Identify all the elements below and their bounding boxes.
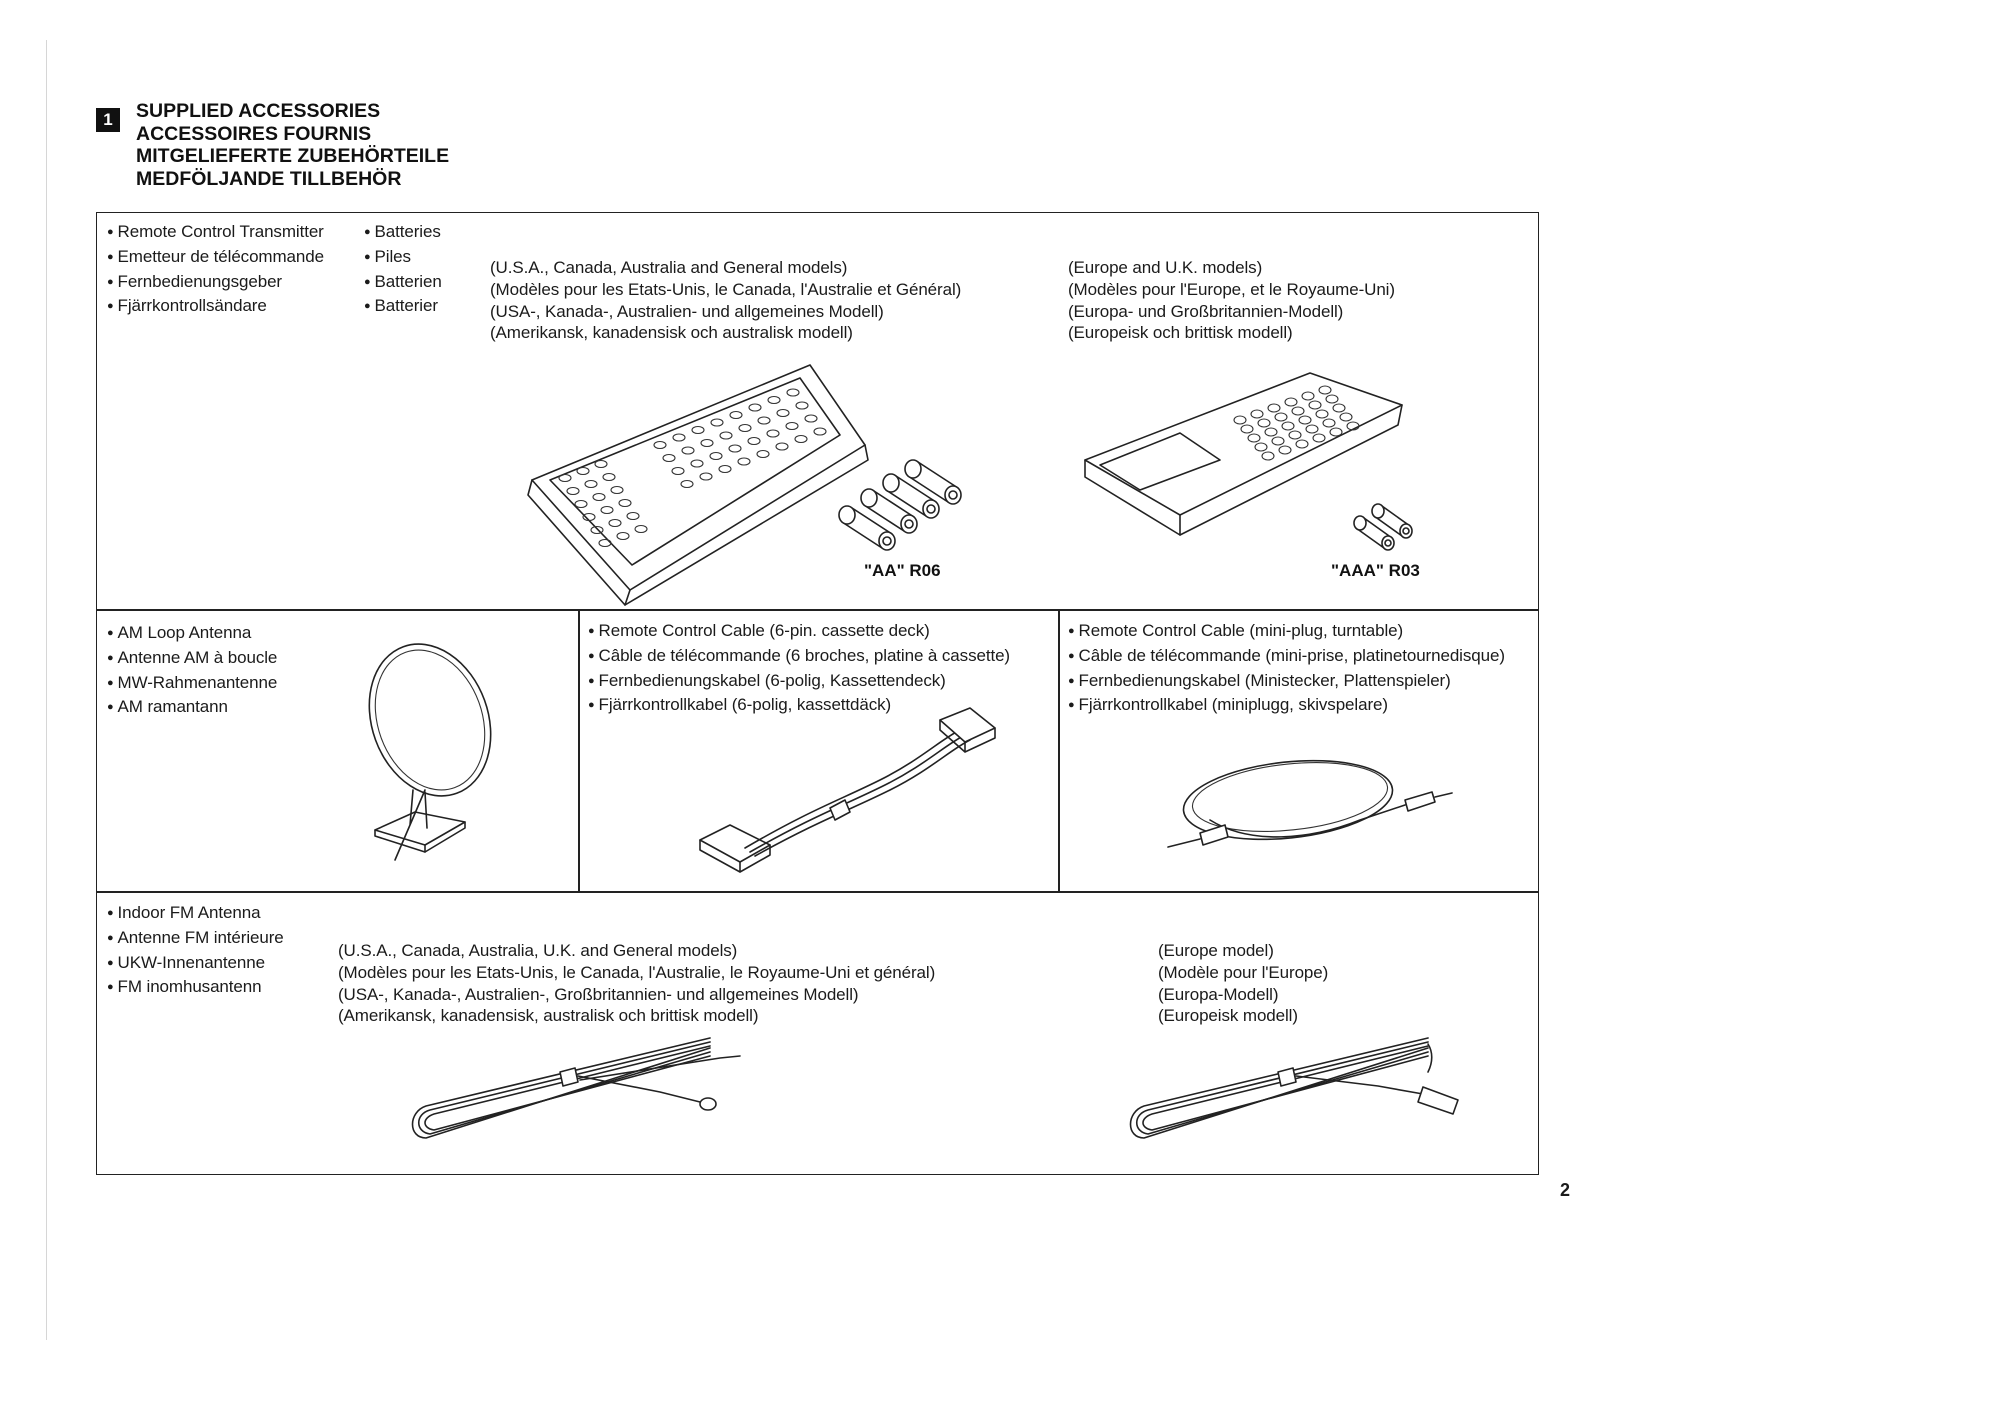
fm-models-europe-note (1158, 940, 1328, 1027)
list-item: ● Fernbedienungskabel (Ministecker, Plattenspieler) (1068, 670, 1505, 695)
fm-antenna-labels (107, 902, 284, 1001)
aaa-battery-caption: "AAA" R03 (1331, 561, 1420, 580)
note-line: (Europa-Modell) (1158, 984, 1279, 1004)
col-divider-1 (578, 609, 580, 892)
turntable-cable-labels (1068, 620, 1505, 719)
list-item: ● MW-Rahmenantenne (107, 672, 277, 697)
list-item: ● Antenne AM à boucle (107, 647, 277, 672)
page-margin-line (46, 40, 47, 1340)
list-item: ● Fjärrkontrollsändare (107, 295, 324, 320)
list-item: ● Antenne FM intérieure (107, 927, 284, 952)
aaa-batteries-icon (1352, 500, 1432, 560)
list-item: ● Piles (364, 246, 442, 271)
am-antenna-labels (107, 622, 277, 721)
section-number-badge: 1 (96, 108, 120, 132)
models-eu-note (1068, 257, 1395, 344)
list-item: ● Batterien (364, 271, 442, 296)
note-line: (Modèles pour les Etats-Unis, le Canada, l'Australie et Général) (490, 279, 962, 299)
list-item: ● Emetteur de télécommande (107, 246, 324, 271)
fm-antenna-general-illustration (410, 1032, 740, 1142)
list-item: ● Remote Control Cable (mini-plug, turntable) (1068, 620, 1505, 645)
section-heading (136, 100, 449, 190)
note-line: (Amerikansk, kanadensisk och australisk modell) (490, 323, 853, 343)
note-line: (Europe and U.K. models) (1068, 258, 1263, 277)
row-divider-2 (96, 891, 1539, 893)
list-item: ● UKW-Innenantenne (107, 952, 284, 977)
note-line: (Modèles pour l'Europe, et le Royaume-Uni) (1068, 279, 1395, 299)
note-line: (Modèle pour l'Europe) (1158, 962, 1329, 982)
list-item: ● Fernbedienungsgeber (107, 271, 324, 296)
list-item: ● AM ramantann (107, 696, 277, 721)
page-number: 2 (1560, 1180, 1571, 1200)
note-line: (Modèles pour les Etats-Unis, le Canada, l'Australie, le Royaume-Uni et général) (338, 962, 936, 982)
heading-english: SUPPLIED ACCESSORIES (136, 100, 381, 122)
remote-transmitter-us-illustration (520, 360, 880, 600)
note-line: (USA-, Kanada-, Australien- und allgemeines Modell) (490, 301, 884, 321)
note-line: (USA-, Kanada-, Australien-, Großbritannien- und allgemeines Modell) (338, 984, 859, 1004)
heading-german: MITGELIEFERTE ZUBEHÖRTEILE (136, 145, 450, 167)
list-item: ● Indoor FM Antenna (107, 902, 284, 927)
list-item: ● Remote Control Cable (6-pin. cassette deck) (588, 620, 1010, 645)
list-item: ● Remote Control Transmitter (107, 221, 324, 246)
heading-french: ACCESSOIRES FOURNIS (136, 122, 372, 145)
note-line: (Europa- und Großbritannien-Modell) (1068, 301, 1344, 321)
note-line: (Europeisk modell) (1158, 1006, 1298, 1026)
note-line: (Amerikansk, kanadensisk, australisk och brittisk modell) (338, 1006, 759, 1026)
cassette-cable-illustration (690, 700, 1010, 890)
row-divider-1 (96, 609, 1539, 611)
list-item: ● Fjärrkontrollkabel (miniplugg, skivspelare) (1068, 694, 1505, 719)
note-line: (Europe model) (1158, 941, 1274, 960)
list-item: ● Batteries (364, 221, 442, 246)
list-item: ● Câble de télécommande (mini-prise, platinetournedisque) (1068, 645, 1505, 670)
list-item: ● Fjärrkontrollkabel (6-polig, kassettdäck) (588, 694, 1010, 719)
note-line: (U.S.A., Canada, Australia and General models) (490, 258, 848, 277)
batteries-labels (364, 221, 442, 320)
remote-control-labels (107, 221, 324, 320)
list-item: ● Fernbedienungskabel (6-polig, Kassettendeck) (588, 670, 1010, 695)
list-item: ● FM inomhusantenn (107, 976, 284, 1001)
col-divider-2 (1058, 609, 1060, 892)
aa-battery-caption: "AA" R06 (864, 561, 941, 580)
am-loop-antenna-illustration (355, 640, 495, 870)
models-us-note (490, 257, 961, 344)
note-line: (U.S.A., Canada, Australia, U.K. and General models) (338, 941, 738, 960)
fm-antenna-europe-illustration (1128, 1032, 1488, 1142)
aa-batteries-icon (832, 470, 982, 560)
turntable-cable-illustration (1160, 745, 1460, 865)
fm-models-general-note (338, 940, 935, 1027)
list-item: ● Câble de télécommande (6 broches, platine à cassette) (588, 645, 1010, 670)
list-item: ● AM Loop Antenna (107, 622, 277, 647)
note-line: (Europeisk och brittisk modell) (1068, 323, 1293, 343)
list-item: ● Batterier (364, 295, 442, 320)
heading-swedish: MEDFÖLJANDE TILLBEHÖR (136, 167, 402, 190)
